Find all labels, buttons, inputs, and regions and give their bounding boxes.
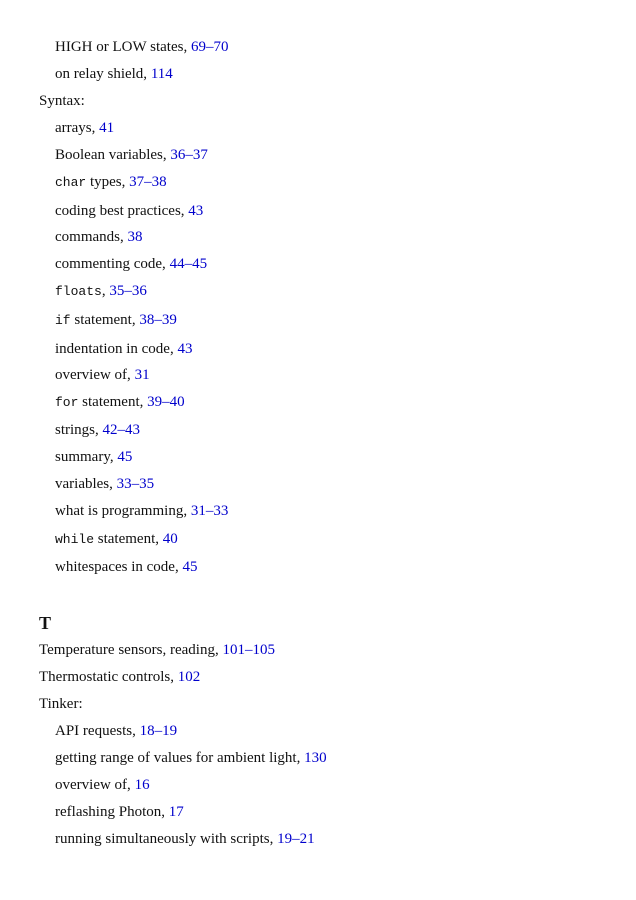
index-heading-syntax <box>39 91 85 111</box>
code-term: char <box>55 175 87 190</box>
index-entry <box>55 254 207 274</box>
entry-text: indentation in code, <box>55 341 178 357</box>
page-link[interactable]: 31 <box>134 367 150 383</box>
index-heading-tinker <box>39 694 83 714</box>
entry-text: Tinker: <box>39 696 83 712</box>
page-link[interactable]: 39–40 <box>147 394 185 410</box>
page-link[interactable]: 38–39 <box>139 312 177 328</box>
code-term: while <box>55 532 95 547</box>
page-link[interactable]: 36–37 <box>170 147 208 163</box>
entry-text: reflashing Photon, <box>55 804 169 820</box>
entry-text: Syntax: <box>39 93 85 109</box>
page-link[interactable]: 19–21 <box>277 831 315 847</box>
index-entry <box>55 529 178 550</box>
index-entry <box>39 667 200 687</box>
page-link[interactable]: 17 <box>168 804 184 820</box>
index-entry <box>55 118 114 138</box>
page-link[interactable]: 45 <box>182 559 198 575</box>
index-entry <box>55 802 184 822</box>
page-link[interactable]: 42–43 <box>102 422 141 438</box>
index-entry <box>55 310 177 331</box>
page-link[interactable]: 114 <box>150 66 173 82</box>
index-entry <box>55 501 228 521</box>
entry-text: Temperature sensors, reading, <box>39 642 223 658</box>
page-link[interactable]: 44–45 <box>169 256 208 272</box>
index-entry <box>55 721 177 741</box>
entry-text: API requests, <box>55 723 140 739</box>
entry-text: whitespaces in code, <box>55 559 183 575</box>
page-link[interactable]: 35–36 <box>109 283 147 299</box>
entry-text: coding best practices, <box>55 203 189 219</box>
entry-text: overview of, <box>55 777 135 793</box>
code-term: floats <box>55 284 102 299</box>
page-link[interactable]: 38 <box>127 229 143 245</box>
entry-text: summary, <box>55 449 118 465</box>
index-entry <box>55 474 154 494</box>
entry-text: Thermostatic controls, <box>39 669 178 685</box>
index-entry <box>55 775 150 795</box>
page-link[interactable]: 18–19 <box>139 723 178 739</box>
index-entry <box>55 339 192 359</box>
index-entry <box>55 557 197 577</box>
page-link[interactable]: 43 <box>188 203 204 219</box>
index-entry <box>55 37 228 57</box>
entry-text: , <box>101 283 110 299</box>
entry-text: running simultaneously with scripts, <box>55 831 278 847</box>
page-link[interactable]: 69–70 <box>190 39 229 55</box>
index-entry <box>55 172 167 193</box>
section-letter: T <box>39 613 52 633</box>
entry-text: commenting code, <box>55 256 170 272</box>
entry-text: strings, <box>55 422 103 438</box>
entry-text: statement, <box>78 394 148 410</box>
entry-text: statement, <box>70 312 140 328</box>
index-entry <box>55 748 327 768</box>
page-link[interactable]: 40 <box>162 531 178 547</box>
page-link[interactable]: 102 <box>177 669 201 685</box>
entry-text: overview of, <box>55 367 135 383</box>
index-entry <box>55 145 208 165</box>
entry-text: HIGH or LOW states, <box>55 39 191 55</box>
index-entry <box>55 392 185 413</box>
entry-text: Boolean variables, <box>55 147 171 163</box>
index-entry <box>55 64 173 84</box>
entry-text: statement, <box>94 531 163 547</box>
code-term: for <box>55 395 79 410</box>
entry-text: types, <box>86 174 130 190</box>
code-term: if <box>55 313 71 328</box>
page-link[interactable]: 41 <box>99 120 115 136</box>
entry-text: what is programming, <box>55 503 191 519</box>
entry-text: variables, <box>55 476 117 492</box>
page-link[interactable]: 31–33 <box>190 503 229 519</box>
index-entry <box>55 201 203 221</box>
page-link[interactable]: 43 <box>177 341 193 357</box>
index-entry <box>55 829 315 849</box>
entry-text: on relay shield, <box>55 66 151 82</box>
index-entry <box>55 227 143 247</box>
index-entry <box>55 365 150 385</box>
page-link[interactable]: 33–35 <box>116 476 155 492</box>
page-link[interactable]: 16 <box>134 777 150 793</box>
page-link[interactable]: 37–38 <box>129 174 167 190</box>
index-entry <box>39 640 275 660</box>
index-entry <box>55 447 132 467</box>
page-link[interactable]: 130 <box>304 750 327 766</box>
index-entry <box>55 420 140 440</box>
index-entry <box>55 281 147 302</box>
entry-text: commands, <box>55 229 128 245</box>
entry-text: arrays, <box>55 120 100 136</box>
page-link[interactable]: 45 <box>117 449 133 465</box>
entry-text: getting range of values for ambient light, <box>55 750 305 766</box>
page-link[interactable]: 101–105 <box>222 642 275 658</box>
